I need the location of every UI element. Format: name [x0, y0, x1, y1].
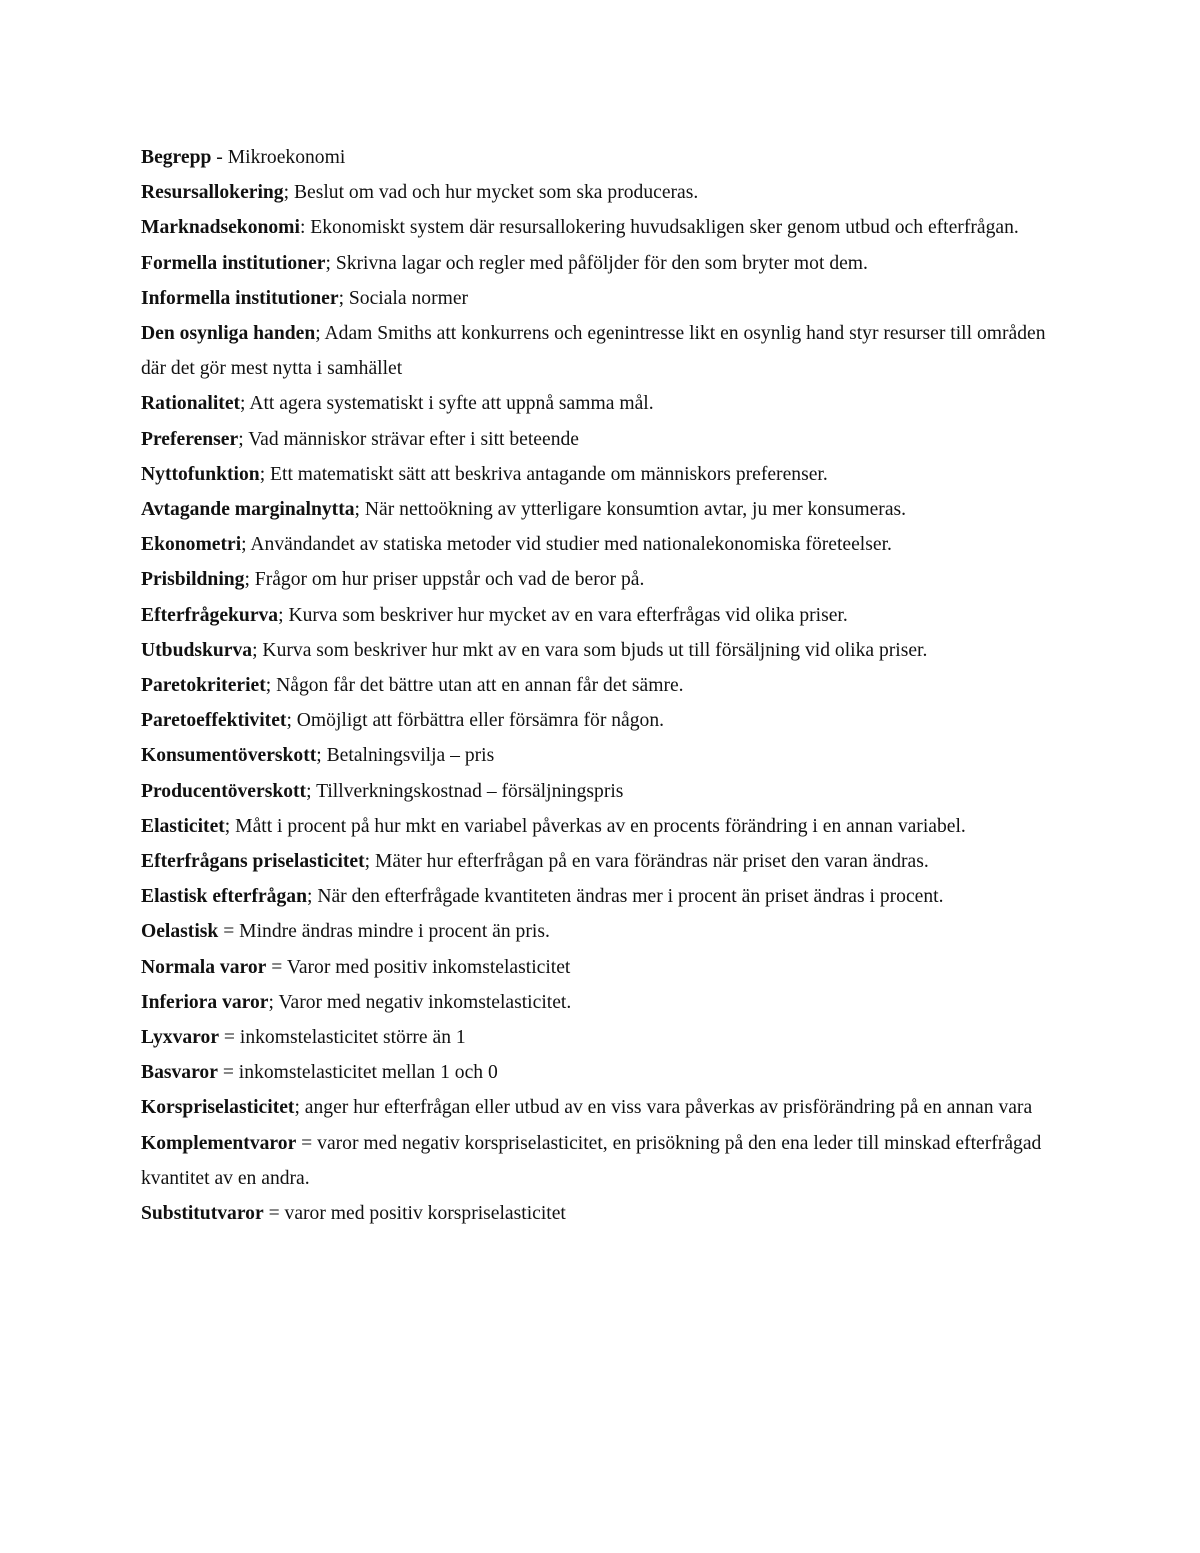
glossary-line [141, 633, 1071, 668]
glossary-term: Paretoeffektivitet [141, 710, 287, 732]
glossary-term: Konsumentöverskott [141, 745, 317, 767]
glossary-term: Paretokriteriet [141, 675, 266, 697]
glossary-term: Utbudskurva [141, 639, 253, 661]
glossary-separator: ; [286, 710, 297, 732]
glossary-line [141, 1055, 1071, 1090]
glossary-definition: Användandet av statiska metoder vid studier med nationalekonomiska företeelser. [250, 534, 892, 556]
glossary-definition: anger hur efterfrågan eller utbud av en viss vara påverkas av prisförändring på en annan vara [304, 1097, 1033, 1119]
glossary-line [141, 562, 1071, 597]
glossary-separator: ; [306, 886, 318, 908]
glossary-definition: Sociala normer [348, 287, 469, 309]
glossary-line [141, 492, 1071, 527]
glossary-separator: ; [238, 428, 249, 450]
glossary-definition: varor med negativ korspriselasticitet, en prisökning på den ena leder till minskad efterfrågad kvantitet av en andra. [141, 1132, 1042, 1189]
glossary-line [141, 774, 1071, 809]
glossary-line [141, 985, 1071, 1020]
glossary-definition: Ekonomiskt system där resursallokering huvudsakligen sker genom utbud och efterfrågan. [310, 217, 1019, 239]
glossary-term: Inferiora varor [141, 991, 269, 1013]
glossary-separator: ; [240, 393, 250, 415]
glossary-separator: = [218, 921, 240, 943]
glossary-line [141, 914, 1071, 949]
glossary-line [141, 210, 1071, 245]
glossary-separator: ; [306, 780, 317, 802]
glossary-definition: varor med positiv korspriselasticitet [284, 1203, 566, 1225]
glossary-term: Nyttofunktion [141, 463, 260, 485]
glossary-definition: Omöjligt att förbättra eller försämra för någon. [296, 710, 665, 732]
glossary-separator: ; [315, 323, 325, 345]
glossary-line [141, 1020, 1071, 1055]
glossary-line [141, 457, 1071, 492]
glossary-line [141, 1196, 1071, 1231]
glossary-term: Den osynliga handen [141, 323, 316, 345]
glossary-separator: ; [259, 463, 271, 485]
glossary-separator: - [211, 147, 228, 168]
glossary-line [141, 668, 1071, 703]
document-page [141, 140, 1071, 1231]
glossary-term: Informella institutioner [141, 287, 339, 309]
glossary-term: Producentöverskott [141, 780, 307, 802]
glossary-definition: Mindre ändras mindre i procent än pris. [239, 921, 550, 943]
glossary-separator: = [217, 1062, 239, 1084]
glossary-line [141, 422, 1071, 457]
glossary-line [141, 950, 1071, 985]
glossary-term: Basvaror [141, 1062, 218, 1084]
glossary-definition: Kurva som beskriver hur mkt av en vara som bjuds ut till försäljning vid olika priser. [262, 639, 928, 661]
glossary-separator: ; [252, 639, 263, 661]
glossary-definition: Varor med positiv inkomstelasticitet [286, 956, 571, 978]
glossary-separator: = [266, 956, 287, 978]
glossary-term: Elastisk efterfrågan [141, 886, 307, 908]
glossary-definition: inkomstelasticitet mellan 1 och 0 [238, 1062, 498, 1084]
glossary-definition: Tillverkningskostnad – försäljningspris [316, 780, 624, 802]
glossary-separator: ; [224, 815, 236, 837]
glossary-line [141, 809, 1071, 844]
glossary-separator: ; [354, 499, 365, 521]
glossary-line [141, 844, 1071, 879]
glossary-line [141, 598, 1071, 633]
glossary-term: Korspriselasticitet [141, 1097, 295, 1119]
glossary-line [141, 879, 1071, 914]
glossary-definition: Att agera systematiskt i syfte att uppnå samma mål. [249, 393, 654, 415]
glossary-separator: : [299, 217, 311, 239]
glossary-separator: ; [338, 287, 349, 309]
glossary-definition: Kurva som beskriver hur mycket av en vara efterfrågas vid olika priser. [288, 604, 848, 626]
glossary-separator: ; [316, 745, 327, 767]
glossary-line [141, 738, 1071, 773]
glossary-term: Substitutvaror [141, 1203, 264, 1225]
glossary-line [141, 140, 1071, 175]
glossary-term: Lyxvaror [141, 1027, 220, 1049]
glossary-definition: Mått i procent på hur mkt en variabel påverkas av en procents förändring i en annan variabel. [235, 815, 966, 837]
glossary-definition: Frågor om hur priser uppstår och vad de beror på. [254, 569, 645, 591]
glossary-separator: = [219, 1027, 240, 1049]
glossary-separator: = [263, 1203, 285, 1225]
glossary-definition: Skrivna lagar och regler med påföljder för den som bryter mot dem. [335, 252, 868, 274]
glossary-separator: ; [265, 675, 277, 697]
glossary-term: Elasticitet [141, 815, 225, 837]
glossary-line [141, 527, 1071, 562]
glossary-definition: inkomstelasticitet större än 1 [239, 1027, 466, 1049]
glossary-separator: ; [244, 569, 255, 591]
glossary-definition: Någon får det bättre utan att en annan får det sämre. [276, 675, 684, 697]
glossary-line [141, 386, 1071, 421]
glossary-definition: Varor med negativ inkomstelasticitet. [278, 991, 572, 1013]
glossary-line [141, 316, 1071, 386]
glossary-definition: Adam Smiths att konkurrens och egenintresse likt en osynlig hand styr resurser till områden där det gör mest nytta i samhället [141, 323, 1046, 380]
glossary-line [141, 175, 1071, 210]
glossary-definition: När nettoökning av ytterligare konsumtion avtar, ju mer konsumeras. [364, 499, 907, 521]
glossary-term: Efterfrågans priselasticitet [141, 851, 365, 873]
glossary-term: Komplementvaror [141, 1132, 297, 1154]
glossary-term: Normala varor [141, 956, 267, 978]
glossary-term: Rationalitet [141, 393, 241, 415]
glossary-term: Marknadsekonomi [141, 217, 300, 239]
glossary-definition: Vad människor strävar efter i sitt beteende [248, 428, 579, 450]
glossary-term: Avtagande marginalnytta [141, 499, 355, 521]
glossary-line [141, 281, 1071, 316]
glossary-line [141, 1090, 1071, 1125]
glossary-separator: ; [268, 991, 279, 1013]
glossary-definition: Ett matematiskt sätt att beskriva antagande om människors preferenser. [270, 463, 828, 485]
glossary-separator: ; [364, 851, 375, 873]
glossary-term: Oelastisk [141, 921, 219, 943]
glossary-term: Efterfrågekurva [141, 604, 279, 626]
glossary-separator: = [296, 1132, 318, 1154]
glossary-term: Prisbildning [141, 569, 245, 591]
glossary-line [141, 703, 1071, 738]
glossary-term: Formella institutioner [141, 252, 326, 274]
glossary-definition: Mäter hur efterfrågan på en vara förändras när priset den varan ändras. [374, 851, 929, 873]
glossary-term: Ekonometri [141, 534, 242, 556]
glossary-line [141, 246, 1071, 281]
glossary-separator: ; [283, 182, 294, 204]
glossary-term: Resursallokering [141, 182, 284, 204]
glossary-term: Begrepp [141, 147, 212, 168]
glossary-definition: Betalningsvilja – pris [326, 745, 495, 767]
glossary-line [141, 1126, 1071, 1196]
glossary-separator: ; [294, 1097, 305, 1119]
glossary-separator: ; [241, 534, 251, 556]
glossary-separator: ; [278, 604, 289, 626]
glossary-term: Preferenser [141, 428, 239, 450]
glossary-separator: ; [325, 252, 336, 274]
glossary-definition: Mikroekonomi [227, 147, 346, 168]
glossary-definition: Beslut om vad och hur mycket som ska produceras. [293, 182, 699, 204]
glossary-definition: När den efterfrågade kvantiteten ändras mer i procent än priset ändras i procent. [317, 886, 944, 908]
